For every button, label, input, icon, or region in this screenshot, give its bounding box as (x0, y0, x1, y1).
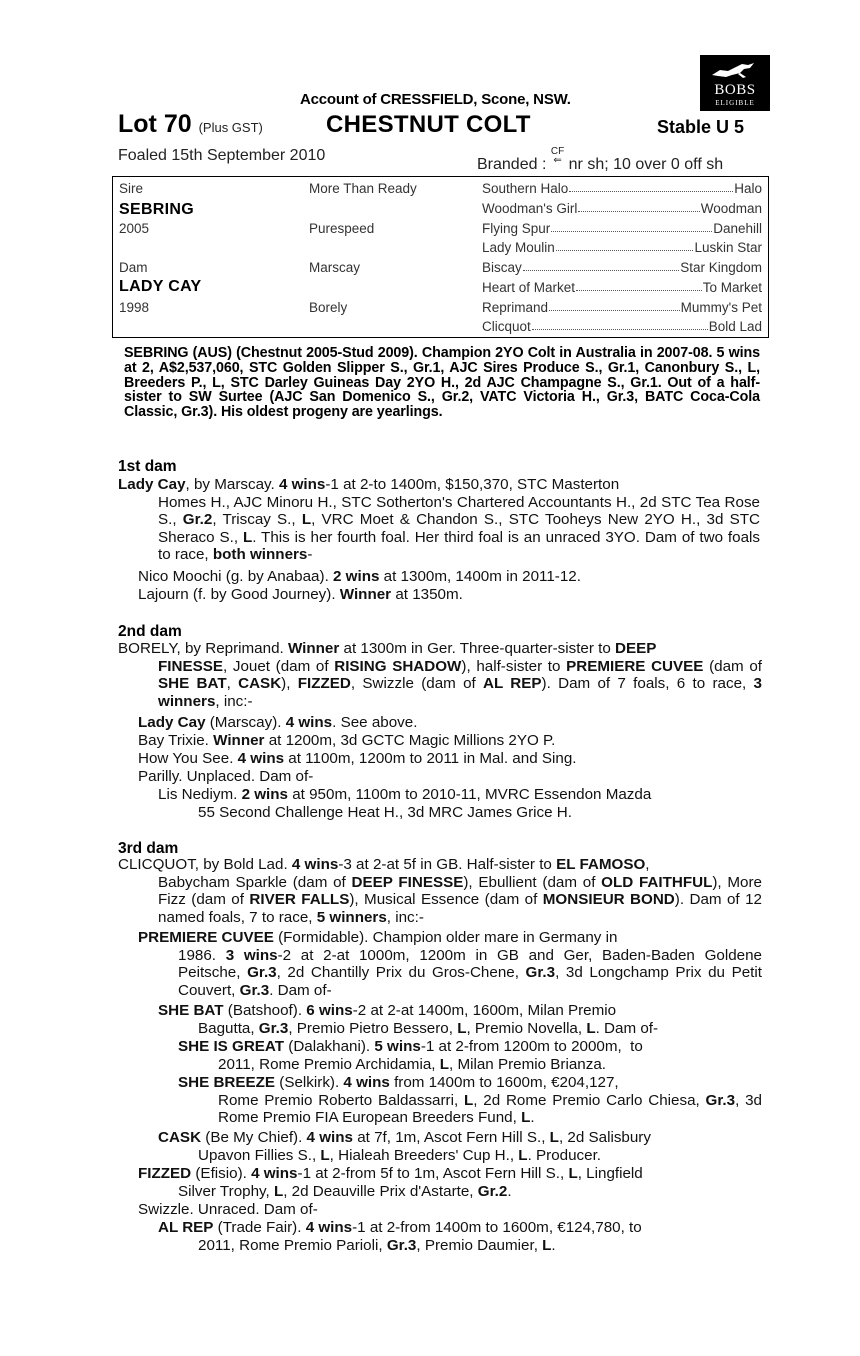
progeny-line: SHE BAT (Batshoof). 6 wins-2 at 2-at 1400m, 1600m, Milan Premio (158, 1002, 617, 1019)
lot-title: CHESTNUT COLT (326, 111, 531, 138)
progeny-line: SHE IS GREAT (Dalakhani). 5 wins-1 at 2-from 1200m to 2000m, to (178, 1038, 643, 1055)
foaled-date: Foaled 15th September 2010 (118, 147, 326, 164)
third-dam-text-cont: Babycham Sparkle (dam of DEEP FINESSE), Ebullient (dam of OLD FAITHFUL), More Fizz (dam of RIVER FALLS), Musical Essence (dam of MONSIEUR BOND). Dam of 12 named foals, 7 to race, 5 winners, inc:- (158, 874, 763, 926)
progeny-line: Swizzle. Unraced. Dam of- (138, 1201, 318, 1218)
progeny-line: SHE BREEZE (Selkirk). 4 wins from 1400m to 1600m, €204,127, (178, 1074, 619, 1091)
progeny-line: Nico Moochi (g. by Anabaa). 2 wins at 1300m, 1400m in 2011-12. (138, 568, 581, 585)
second-dam-text-cont: FINESSE, Jouet (dam of RISING SHADOW), half-sister to PREMIERE CUVEE (dam of SHE BAT, CASK), FIZZED, Swizzle (dam of AL REP). Dam of 7 foals, 6 to race, 3 winners, inc:- (158, 658, 762, 710)
dam-year: 1998 (119, 300, 150, 315)
progeny-line: Parilly. Unplaced. Dam of- (138, 768, 314, 785)
gen3-row: Flying Spur Danehill (482, 221, 762, 236)
dam-sire: Marscay (309, 260, 361, 275)
gen3-row: Biscay Star Kingdom (482, 260, 762, 275)
bobs-logo (700, 55, 770, 111)
progeny-line-cont: 2011, Rome Premio Parioli, Gr.3, Premio Daumier, L. (198, 1237, 556, 1254)
sire-dam: Purespeed (309, 221, 375, 236)
progeny-line-cont: Silver Trophy, L, 2d Deauville Prix d'Astarte, Gr.2. (178, 1183, 512, 1200)
third-dam-text: CLICQUOT, by Bold Lad. 4 wins-3 at 2-at 5f in GB. Half-sister to EL FAMOSO, (118, 856, 650, 873)
sire-label: Sire (119, 181, 144, 196)
gen3-row: Southern Halo Halo (482, 181, 762, 196)
third-dam-heading: 3rd dam (118, 840, 179, 857)
progeny-line: Lady Cay (Marscay). 4 wins. See above. (138, 714, 418, 731)
sire-name: SEBRING (119, 201, 194, 218)
dam-label: Dam (119, 260, 148, 275)
progeny-line-cont: 1986. 3 wins-2 at 2-at 1000m, 1200m in GB and Ger, Baden-Baden Goldene Peitsche, Gr.3, 2d Chantilly Prix du Gros-Chene, Gr.3, 3d Longchamp Prix du Petit Couvert, Gr.3. Dam of- (178, 947, 762, 999)
pedigree-table (112, 176, 769, 338)
gen3-row: Heart of Market To Market (482, 280, 762, 295)
logo-text: BOBS (714, 82, 756, 98)
dam-name: LADY CAY (119, 278, 202, 295)
brand-info: Branded : CF ⇐ nr sh; 10 over 0 off sh (477, 146, 724, 173)
logo-subtext: ELIGIBLE (715, 99, 755, 107)
progeny-line-cont: Rome Premio Roberto Baldassarri, L, 2d Rome Premio Carlo Chiesa, Gr.3, 3d Rome Premio FIA European Breeders Fund, L. (218, 1092, 762, 1127)
horse-icon (710, 61, 760, 81)
progeny-line-cont: Upavon Fillies S., L, Hialeah Breeders' Cup H., L. Producer. (198, 1147, 602, 1164)
progeny-line-cont: 2011, Rome Premio Archidamia, L, Milan Premio Brianza. (218, 1056, 607, 1073)
first-dam-text-cont: Homes H., AJC Minoru H., STC Sotherton's Chartered Accountants H., 2d STC Tea Rose S., Gr.2, Triscay S., L, VRC Moet & Chandon S., STC Tooheys New 2YO H., 3d STC Sheraco S., L. This is her fourth foal. Her third foal is an unraced 3YO. Dam of two foals to race, both winners- (158, 494, 760, 564)
progeny-line: How You See. 4 wins at 1100m, 1200m to 2011 in Mal. and Sing. (138, 750, 577, 767)
progeny-line: CASK (Be My Chief). 4 wins at 7f, 1m, Ascot Fern Hill S., L, 2d Salisbury (158, 1129, 651, 1146)
progeny-line: AL REP (Trade Fair). 4 wins-1 at 2-from 1400m to 1600m, €124,780, to (158, 1219, 642, 1236)
vendor-account: Account of CRESSFIELD, Scone, NSW. (300, 91, 571, 108)
gen3-row: Reprimand Mummy's Pet (482, 300, 762, 315)
progeny-line-cont: Bagutta, Gr.3, Premio Pietro Bessero, L, Premio Novella, L. Dam of- (198, 1020, 659, 1037)
progeny-line: PREMIERE CUVEE (Formidable). Champion older mare in Germany in (138, 929, 618, 946)
second-dam-text: BORELY, by Reprimand. Winner at 1300m in Ger. Three-quarter-sister to DEEP (118, 640, 657, 657)
progeny-line: Lis Nediym. 2 wins at 950m, 1100m to 2010-11, MVRC Essendon Mazda (158, 786, 652, 803)
first-dam-heading: 1st dam (118, 458, 177, 475)
sire-summary: SEBRING (AUS) (Chestnut 2005-Stud 2009). Champion 2YO Colt in Australia in 2007-08. 5 wins at 2, A$2,537,060, STC Golden Slipper S., Gr.1, AJC Sires Produce S., Gr.1, Canonbury S., L, Breeders P., L, STC Darley Guineas Day 2YO H., 2d AJC Champagne S., Gr.1. Out of a half-sister to SW Surtee (AJC San Domenico S., Gr.2, VATC Victoria H., Gr.3, BATC Coca-Cola Classic, Gr.3). His oldest progeny are yearlings. (124, 345, 760, 421)
gen3-row: Clicquot Bold Lad (482, 319, 762, 334)
sire-year: 2005 (119, 221, 150, 236)
first-dam-text: Lady Cay, by Marscay. 4 wins-1 at 2-to 1400m, $150,370, STC Masterton (118, 476, 620, 493)
dam-dam: Borely (309, 300, 348, 315)
progeny-line: FIZZED (Efisio). 4 wins-1 at 2-from 5f to 1m, Ascot Fern Hill S., L, Lingfield (138, 1165, 643, 1182)
lot-number: Lot 70 (Plus GST) (118, 110, 263, 138)
gen3-row: Woodman's Girl Woodman (482, 201, 762, 216)
gen3-row: Lady Moulin Luskin Star (482, 240, 762, 255)
sire-sire: More Than Ready (309, 181, 417, 196)
progeny-line: Bay Trixie. Winner at 1200m, 3d GCTC Magic Millions 2YO P. (138, 732, 556, 749)
progeny-line: Lajourn (f. by Good Journey). Winner at 1350m. (138, 586, 463, 603)
second-dam-heading: 2nd dam (118, 623, 182, 640)
brand-mark: CF ⇐ (550, 146, 565, 166)
stable-number: Stable U 5 (657, 117, 745, 137)
progeny-line-cont: 55 Second Challenge Heat H., 3d MRC James Grice H. (198, 804, 572, 821)
